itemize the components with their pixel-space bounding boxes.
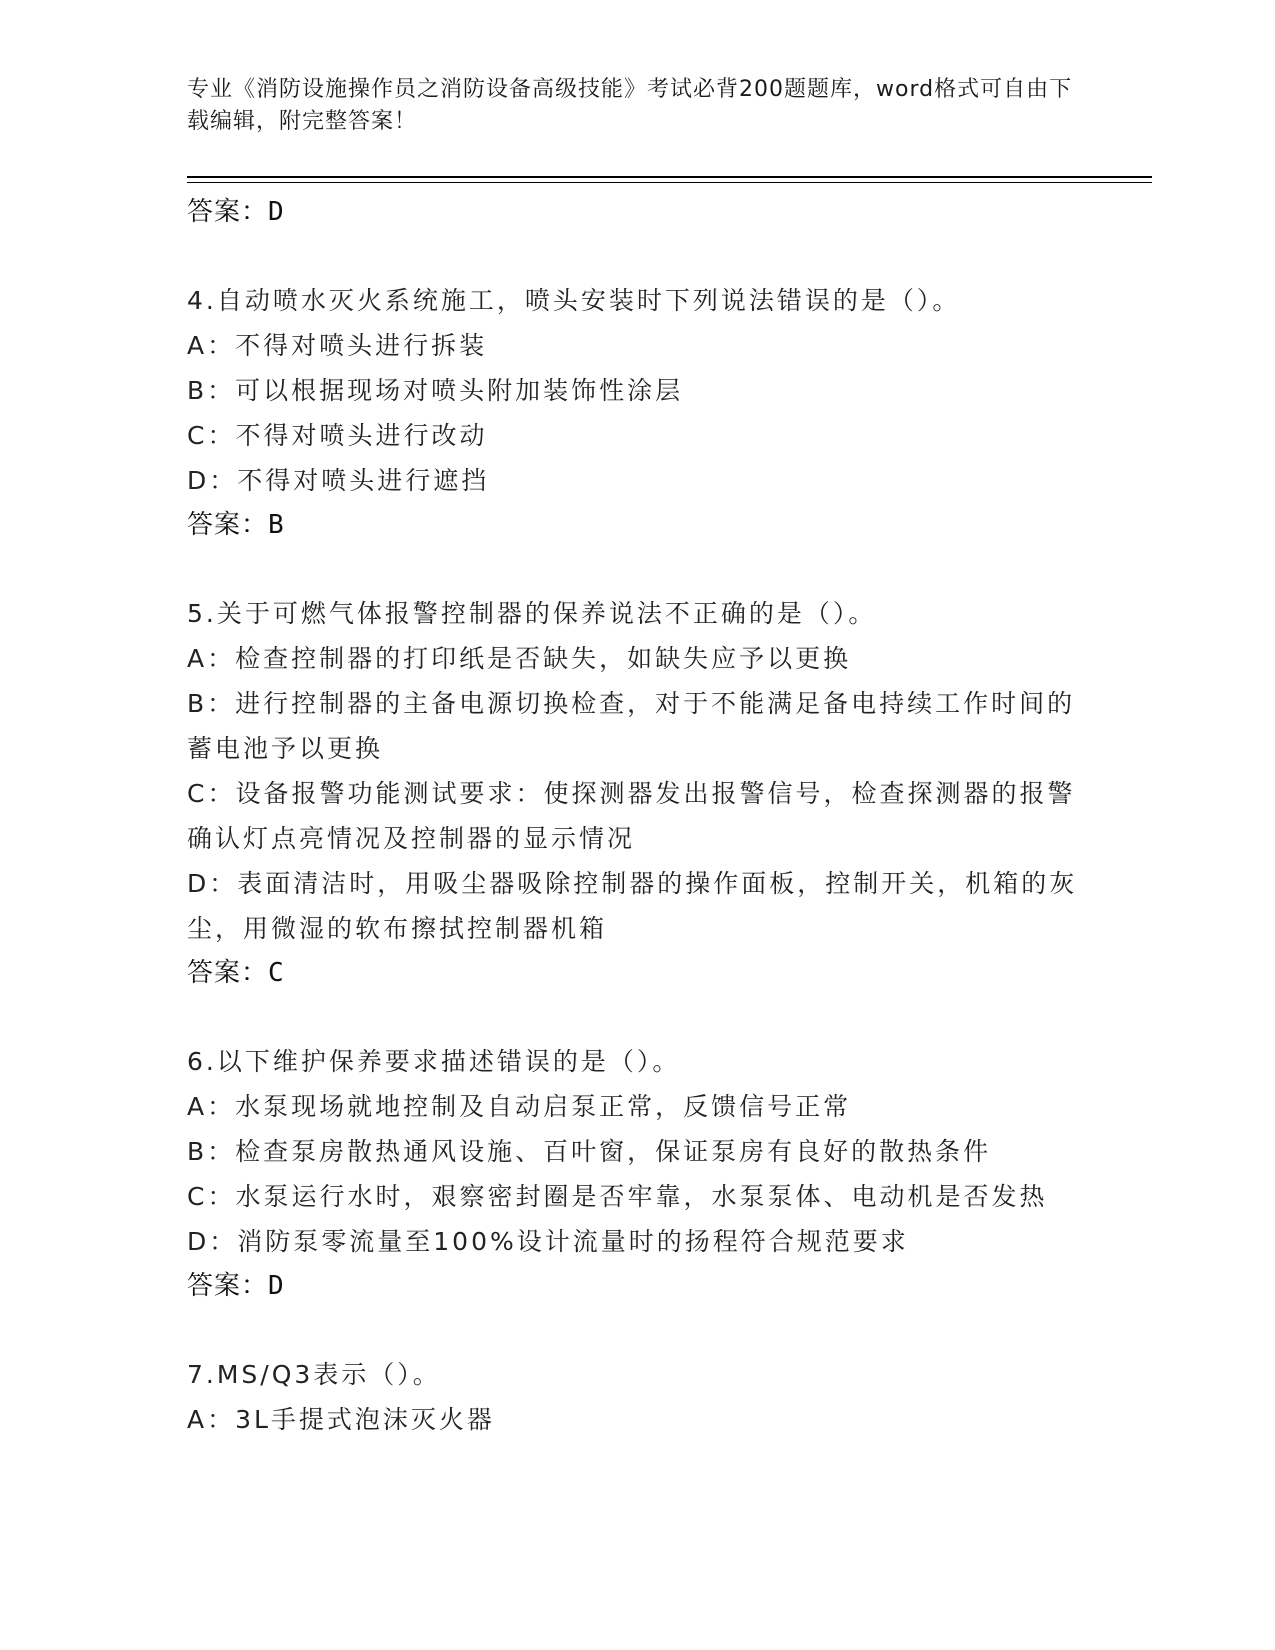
question-stem: 7.MS/Q3表示（）。 xyxy=(187,1360,441,1389)
option-a: A：3L手提式泡沫灭火器 xyxy=(187,1405,495,1434)
answer-label: 答案： xyxy=(187,1271,269,1301)
header-rule-thin xyxy=(187,182,1152,183)
option-d: D：消防泵零流量至100%设计流量时的扬程符合规范要求 xyxy=(187,1227,909,1256)
header-title: 专业《消防设施操作员之消防设备高级技能》考试必背200题题库，word格式可自由下载编辑，附完整答案！ xyxy=(187,77,1073,134)
question-list xyxy=(187,190,1087,1442)
answer-label: 答案： xyxy=(187,510,269,540)
header-rule-thick xyxy=(187,176,1152,178)
answer-value: D xyxy=(268,197,285,227)
question-item xyxy=(187,278,1087,547)
option-b: B：可以根据现场对喷头附加装饰性涂层 xyxy=(187,376,684,405)
question-item xyxy=(187,591,1087,995)
document-header xyxy=(187,74,1077,138)
answer-label: 答案： xyxy=(187,197,269,227)
option-c: C：水泵运行水时，艰察密封圈是否牢靠，水泵泵体、电动机是否发热 xyxy=(187,1182,1048,1211)
option-b: B：检查泵房散热通风设施、百叶窗，保证泵房有良好的散热条件 xyxy=(187,1137,992,1166)
option-d: D：不得对喷头进行遮挡 xyxy=(187,466,490,495)
option-c: C：不得对喷头进行改动 xyxy=(187,421,488,450)
question-item xyxy=(187,1352,1087,1442)
answer-value: C xyxy=(268,958,285,988)
question-stem: 6.以下维护保养要求描述错误的是（）。 xyxy=(187,1047,681,1076)
answer-line xyxy=(187,1264,1087,1308)
answer-line xyxy=(187,190,1087,234)
question-stem: 4.自动喷水灭火系统施工，喷头安装时下列说法错误的是（）。 xyxy=(187,286,961,315)
answer-line xyxy=(187,951,1087,995)
option-a: A：检查控制器的打印纸是否缺失，如缺失应予以更换 xyxy=(187,644,852,673)
answer-value: D xyxy=(268,1271,285,1301)
question-item xyxy=(187,1039,1087,1308)
question-stem: 5.关于可燃气体报警控制器的保养说法不正确的是（）。 xyxy=(187,599,877,628)
option-a: A：不得对喷头进行拆装 xyxy=(187,331,488,360)
answer-line xyxy=(187,503,1087,547)
option-c: C：设备报警功能测试要求：使探测器发出报警信号，检查探测器的报警确认灯点亮情况及控制器的显示情况 xyxy=(187,779,1076,853)
option-a: A：水泵现场就地控制及自动启泵正常，反馈信号正常 xyxy=(187,1092,852,1121)
answer-value: B xyxy=(268,510,285,540)
option-b: B：进行控制器的主备电源切换检查，对于不能满足备电持续工作时间的蓄电池予以更换 xyxy=(187,689,1076,763)
answer-label: 答案： xyxy=(187,958,269,988)
option-d: D：表面清洁时，用吸尘器吸除控制器的操作面板，控制开关，机箱的灰尘，用微湿的软布擦拭控制器机箱 xyxy=(187,869,1078,943)
